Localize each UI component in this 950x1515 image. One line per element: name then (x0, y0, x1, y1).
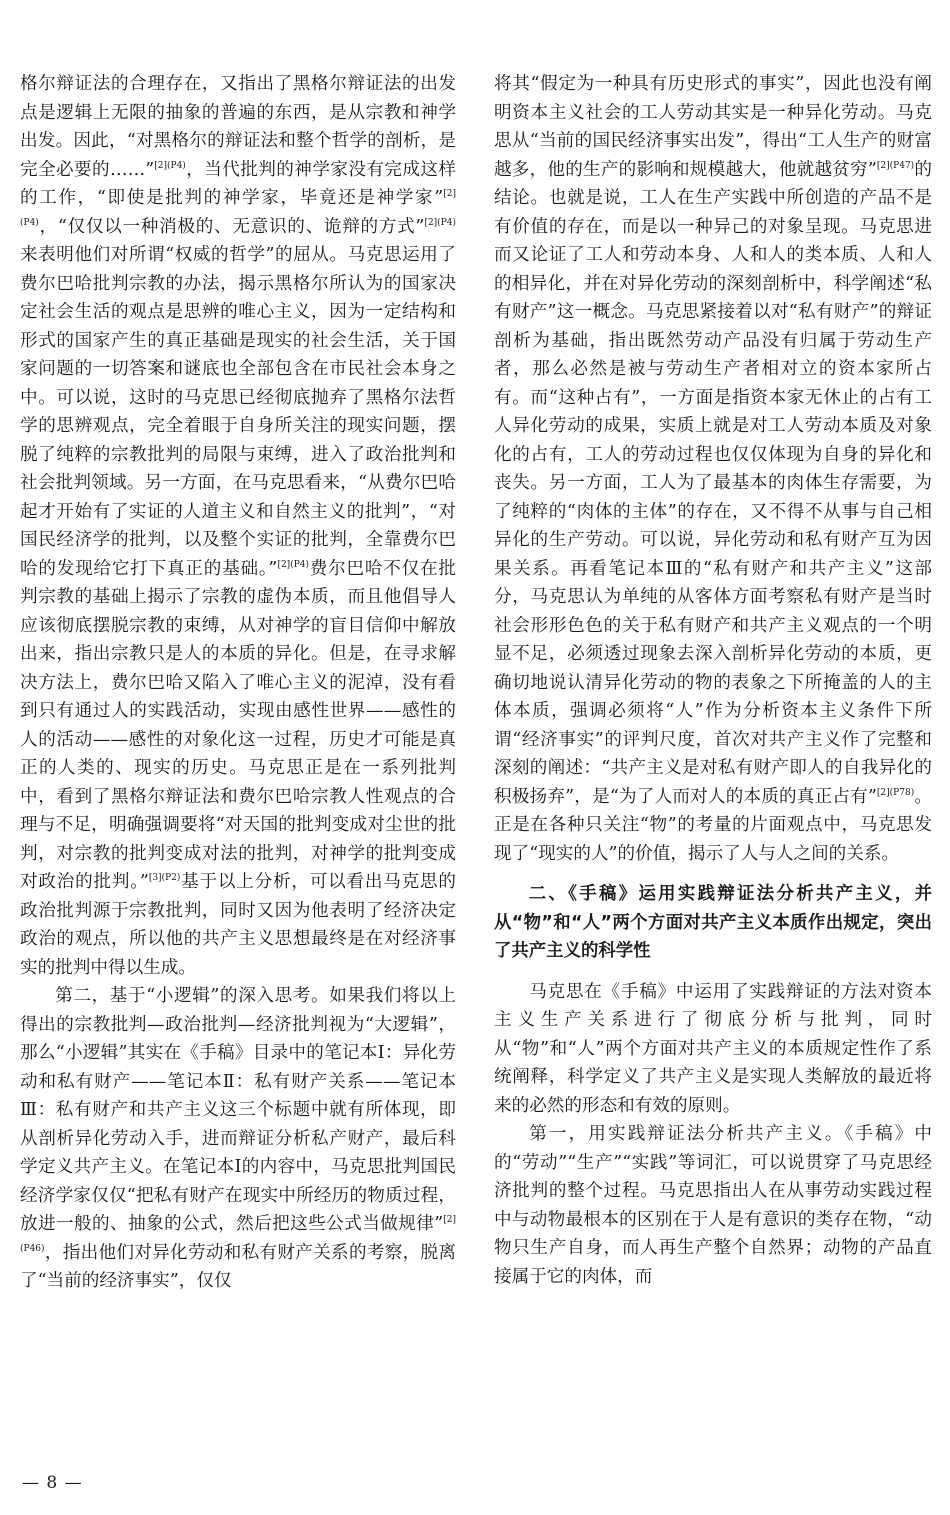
citation: [2](P78) (876, 787, 915, 798)
citation: [2](P4) (424, 217, 456, 228)
section-heading: 二、《手稿》运用实践辩证法分析共产主义，并从“物”和“人”两个方面对共产主义本质作出规定，突出了共产主义的科学性 (494, 884, 932, 961)
citation: [3](P2) (148, 873, 181, 883)
right-paragraph-2: 马克思在《手稿》中运用了实践辩证的方法对资本主义生产关系进行了彻底分析与批判，同时从“物”和“人”两个方面对共产主义的本质规定性作了系统阐释，科学定义了共产主义是实现人类解放的最近将来的必然的形态和有效的原则。 (494, 981, 932, 1116)
text-run: ，当代批判的神学家没有完成这样的工作，“即使是批判的神学家，毕竟还是神学家” (20, 159, 456, 208)
citation: [2](P4) (20, 189, 456, 228)
text-run: 的结论。也就是说，工人在生产实践中所创造的产品不是有价值的存在，而是以一种异己的对象呈现。马克思进而又论证了工人和劳动本身、人和人的类本质、人和人的相异化，并在对异化劳动的深刻剖析中，科学阐述“私有财产”这一概念。马克思紧接着以对“私有财产”的辩证剖析为基础，指出既然劳动产品没有归属于劳动生产者，那么必然是被与劳动生产者相对立的资本家所占有。而“这种占有”，一方面是指资本家无休止的占有工人异化劳动的成果，实质上就是对工人劳动本质及对象化的占有，工人的劳动过程也仅仅体现为自身的异化和丧失。另一方面，工人为了最基本的肉体生存需要，为了纯粹的“肉体的主体”的存在，又不得不从事与自己相异化的生产劳动。可以说，异化劳动和私有财产互为因果关系。再看笔记本Ⅲ的“私有财产和共产主义”这部分，马克思认为单纯的从客体方面考察私有财产是当时社会形形色色的关于私有财产和共产主义观点的一个明显不足，必须透过现象去深入剖析异化劳动的本质，更确切地说认清异化劳动的物的表象之下所掩盖的人的主体本质，强调必须将“人”作为分析资本主义条件下所谓“经济事实”的评判尺度，首次对共产主义作了完整和深刻的阐述：“共产主义是对私有财产即人的自我异化的积极扬弃”，是“为了人而对人的本质的真正占有” (494, 159, 932, 807)
text-run: ，“仅仅以一种消极的、无意识的、诡辩的方式” (38, 216, 425, 237)
right-column (494, 70, 932, 1291)
text-run: 格尔辩证法的合理存在，又指出了黑格尔辩证法的出发点是逻辑上无限的抽象的普遍的东西，是从宗教和神学出发。因此，“对黑格尔的辩证法和整个哲学的剖析，是完全必要的……” (20, 74, 456, 180)
text-run: ，指出他们对异化劳动和私有财产关系的考察，脱离了“当前的经济事实”，仅仅 (20, 1242, 456, 1291)
text-run: 将其“假定为一种具有历史形式的事实”，因此也没有阐明资本主义社会的工人劳动其实是一种异化劳动。马克思从“当前的国民经济事实出发”，得出“工人生产的财富越多，他的生产的影响和规模越大，他就越贫穷” (494, 74, 932, 180)
left-paragraph-1 (20, 70, 456, 982)
right-paragraph-3: 第一，用实践辩证法分析共产主义。《手稿》中的“劳动”“生产”“实践”等词汇，可以说贯穿了马克思经济批判的整个过程。马克思指出人在从事劳动实践过程中与动物最根本的区别在于人是有意识的类存在物，“动物只生产自身，而人再生产整个自然界；动物的产品直接属于它的肉体，而 (494, 1124, 932, 1287)
citation: [2](P47) (876, 160, 915, 171)
left-paragraph-2 (20, 982, 456, 1296)
citation: [2](P4) (277, 559, 309, 570)
text-run: 第二，基于“小逻辑”的深入思考。如果我们将以上得出的宗教批判—政治批判—经济批判视为“大逻辑”，那么“小逻辑”其实在《手稿》目录中的笔记本Ⅰ：异化劳动和私有财产——笔记本Ⅱ：私有财产关系——笔记本Ⅲ：私有财产和共产主义这三个标题中就有所体现，即从剖析异化劳动入手，进而辩证分析私产财产，最后科学定义共产主义。在笔记本Ⅰ的内容中，马克思批判国民经济学家仅仅“把私有财产在现实中所经历的物质过程，放进一般的、抽象的公式，然后把这些公式当做规律” (20, 986, 456, 1234)
right-paragraph-1 (494, 70, 932, 868)
citation: [2](P46) (20, 1215, 456, 1254)
text-run: 基于以上分析，可以看出马克思的政治批判源于宗教批判，同时又因为他表明了经济决定政治的观点，所以他的共产主义思想最终是在对经济事实的批判中得以生成。 (20, 872, 456, 978)
text-run: 。正是在各种只关注“物”的考量的片面观点中，马克思发现了“现实的人”的价值，揭示了人与人之间的关系。 (494, 786, 932, 864)
text-run: 费尔巴哈不仅在批判宗教的基础上揭示了宗教的虚伪本质，而且他倡导人应该彻底摆脱宗教的束缚，从对神学的盲目信仰中解放出来，指出宗教只是人的本质的异化。但是，在寻求解决方法上，费尔巴哈又陷入了唯心主义的泥淖，没有看到只有通过人的实践活动，实现由感性世界——感性的人的活动——感性的对象化这一过程，历史才可能是真正的人类的、现实的历史。马克思正是在一系列批判中，看到了黑格尔辩证法和费尔巴哈宗教人性观点的合理与不足，明确强调要将“对天国的批判变成对尘世的批判，对宗教的批判变成对法的批判，对神学的批判变成对政治的批判。” (20, 558, 456, 892)
page-number: — 8 — (22, 1473, 83, 1493)
text-run: 来表明他们对所谓“权威的哲学”的屈从。马克思运用了费尔巴哈批判宗教的办法，揭示黑格尔所认为的国家决定社会生活的观点是思辨的唯心主义，因为一定结构和形式的国家产生的真正基础是现实的社会生活，关于国家问题的一切答案和谜底也全部包含在市民社会本身之中。可以说，这时的马克思已经彻底抛弃了黑格尔法哲学的思辨观点，完全着眼于自身所关注的现实问题，摆脱了纯粹的宗教批判的局限与束缚，进入了政治批判和社会批判领域。另一方面，在马克思看来，“从费尔巴哈起才开始有了实证的人道主义和自然主义的批判”，“对国民经济学的批判，以及整个实证的批判，全靠费尔巴哈的发现给它打下真正的基础。” (20, 245, 456, 579)
left-column (20, 70, 456, 1296)
citation: [2](P4) (154, 160, 186, 171)
